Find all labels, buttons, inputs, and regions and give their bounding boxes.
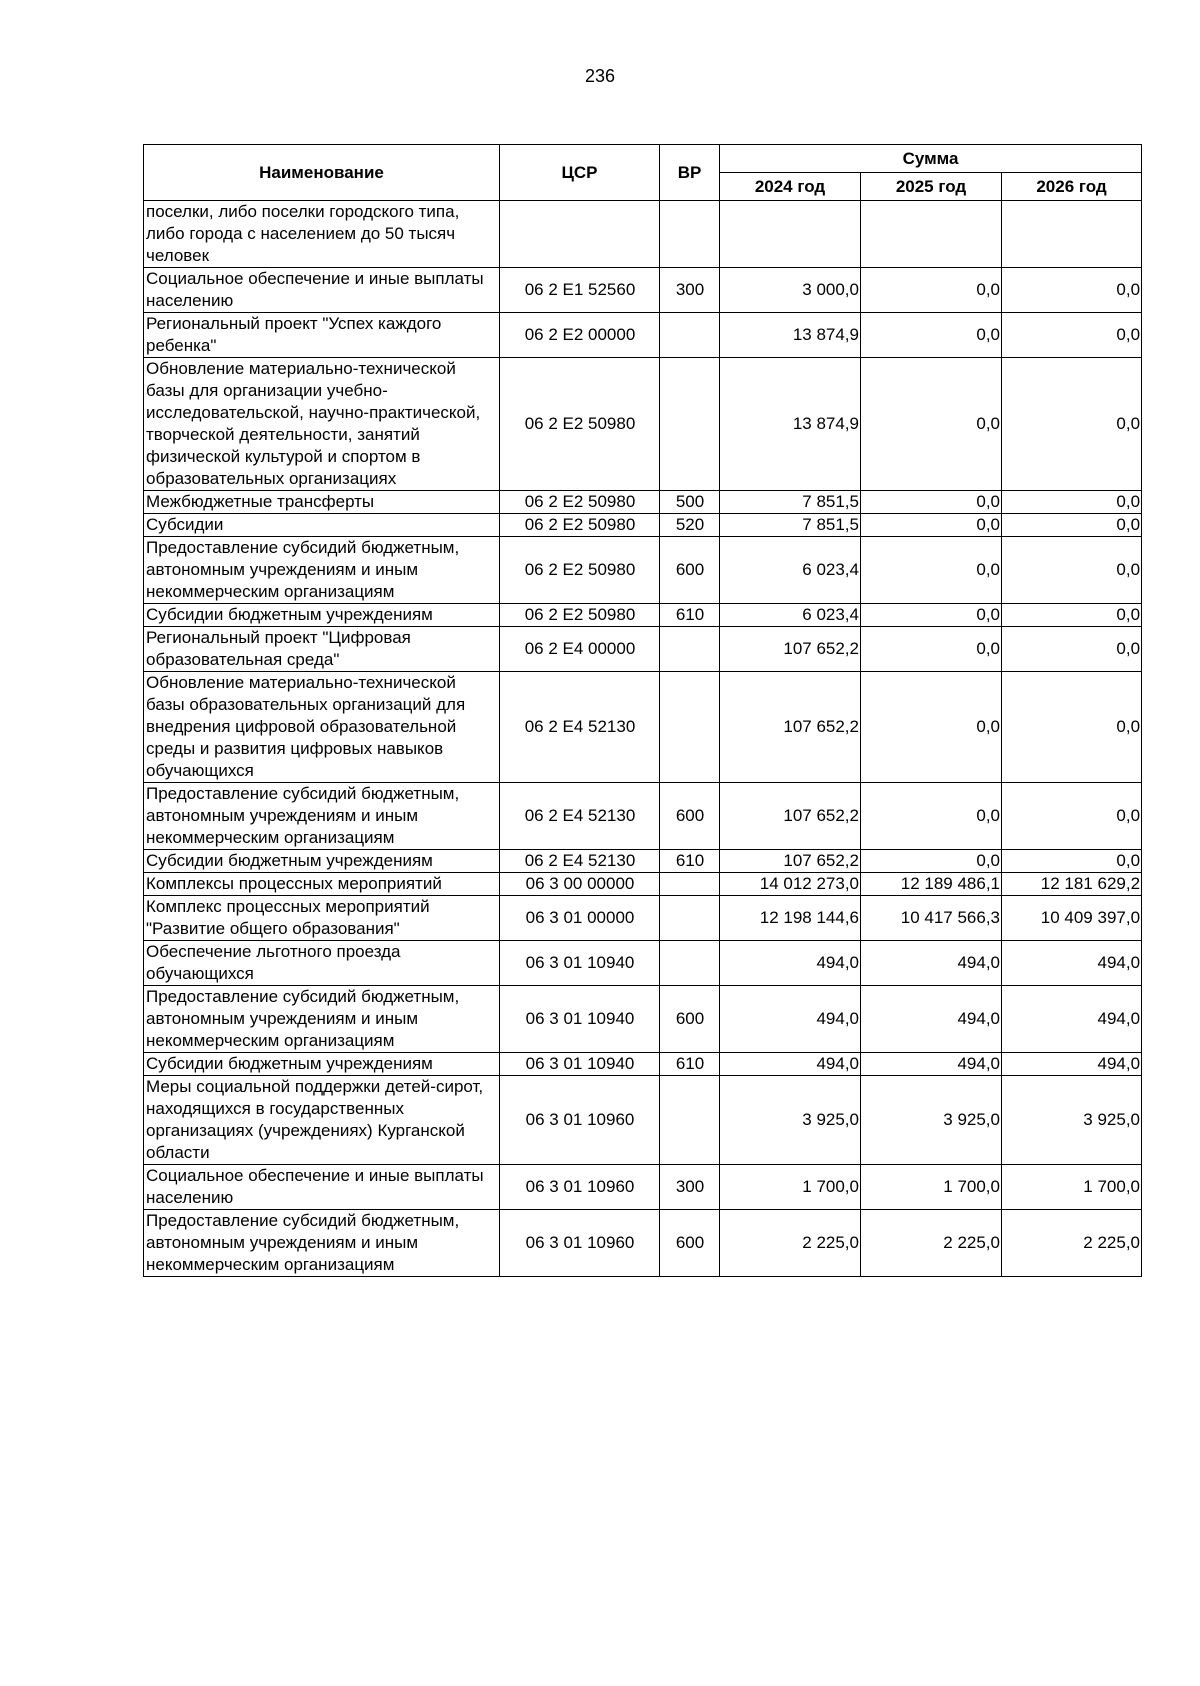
row-vr-cell: 600	[660, 986, 720, 1053]
row-2025-cell: 0,0	[861, 268, 1002, 313]
table-row	[144, 627, 1142, 672]
row-2024-cell: 494,0	[720, 941, 861, 986]
table-row	[144, 1053, 1142, 1076]
row-vr-cell: 600	[660, 1210, 720, 1277]
row-2026-cell: 3 925,0	[1002, 1076, 1142, 1165]
row-2025-cell: 494,0	[861, 986, 1002, 1053]
row-csr-cell: 06 3 01 10960	[500, 1210, 660, 1277]
header-year-2026: 2026 год	[1002, 173, 1142, 201]
row-2024-cell: 107 652,2	[720, 627, 861, 672]
table-row	[144, 313, 1142, 358]
row-csr-cell: 06 2 E4 52130	[500, 672, 660, 783]
row-2025-cell: 494,0	[861, 1053, 1002, 1076]
row-2024-cell: 2 225,0	[720, 1210, 861, 1277]
table-row	[144, 986, 1142, 1053]
row-name-cell: Предоставление субсидий бюджетным, автономным учреждениям и иным некоммерческим организациям	[144, 783, 500, 850]
row-vr-cell: 610	[660, 604, 720, 627]
row-2024-cell: 107 652,2	[720, 672, 861, 783]
row-2024-cell: 107 652,2	[720, 783, 861, 850]
header-year-2025: 2025 год	[861, 173, 1002, 201]
row-2026-cell	[1002, 201, 1142, 268]
row-name-cell: Предоставление субсидий бюджетным, автономным учреждениям и иным некоммерческим организациям	[144, 537, 500, 604]
row-2025-cell: 2 225,0	[861, 1210, 1002, 1277]
row-2026-cell: 494,0	[1002, 986, 1142, 1053]
row-2024-cell: 494,0	[720, 1053, 861, 1076]
row-name-cell: Региональный проект "Цифровая образовательная среда"	[144, 627, 500, 672]
row-csr-cell: 06 3 01 10940	[500, 986, 660, 1053]
row-name-cell: Субсидии бюджетным учреждениям	[144, 1053, 500, 1076]
row-csr-cell: 06 2 E2 50980	[500, 491, 660, 514]
row-2026-cell: 0,0	[1002, 604, 1142, 627]
row-name-cell: Региональный проект "Успех каждого ребенка"	[144, 313, 500, 358]
row-2025-cell	[861, 201, 1002, 268]
row-csr-cell: 06 3 01 10940	[500, 941, 660, 986]
row-2025-cell: 12 189 486,1	[861, 873, 1002, 896]
row-name-cell: Субсидии бюджетным учреждениям	[144, 604, 500, 627]
header-vr: ВР	[660, 145, 720, 201]
row-vr-cell: 300	[660, 1165, 720, 1210]
table-row	[144, 491, 1142, 514]
row-2025-cell: 1 700,0	[861, 1165, 1002, 1210]
row-csr-cell: 06 2 E1 52560	[500, 268, 660, 313]
row-vr-cell: 600	[660, 537, 720, 604]
row-csr-cell: 06 2 E4 52130	[500, 783, 660, 850]
row-2025-cell: 3 925,0	[861, 1076, 1002, 1165]
row-2024-cell: 7 851,5	[720, 491, 861, 514]
row-name-cell: Предоставление субсидий бюджетным, автономным учреждениям и иным некоммерческим организациям	[144, 1210, 500, 1277]
row-2026-cell: 0,0	[1002, 491, 1142, 514]
row-2026-cell: 0,0	[1002, 627, 1142, 672]
header-name: Наименование	[144, 145, 500, 201]
row-name-cell: Меры социальной поддержки детей-сирот, находящихся в государственных организациях (учреждениях) Курганской области	[144, 1076, 500, 1165]
row-2026-cell: 0,0	[1002, 514, 1142, 537]
row-name-cell: Обновление материально-технической базы образовательных организаций для внедрения цифровой образовательной среды и развития цифровых навыков обучающихся	[144, 672, 500, 783]
table-row	[144, 1210, 1142, 1277]
row-vr-cell	[660, 627, 720, 672]
row-csr-cell: 06 2 E2 50980	[500, 358, 660, 491]
row-vr-cell	[660, 201, 720, 268]
row-2026-cell: 0,0	[1002, 672, 1142, 783]
row-csr-cell: 06 2 E4 00000	[500, 627, 660, 672]
row-2026-cell: 0,0	[1002, 358, 1142, 491]
row-csr-cell: 06 3 01 10960	[500, 1165, 660, 1210]
row-2024-cell: 13 874,9	[720, 358, 861, 491]
row-2026-cell: 494,0	[1002, 941, 1142, 986]
row-csr-cell: 06 2 E2 50980	[500, 514, 660, 537]
row-2026-cell: 10 409 397,0	[1002, 896, 1142, 941]
row-vr-cell	[660, 358, 720, 491]
table-header	[144, 145, 1142, 201]
row-2024-cell: 6 023,4	[720, 537, 861, 604]
table-row	[144, 850, 1142, 873]
row-name-cell: Социальное обеспечение и иные выплаты населению	[144, 1165, 500, 1210]
row-name-cell: Обеспечение льготного проезда обучающихся	[144, 941, 500, 986]
row-2024-cell: 107 652,2	[720, 850, 861, 873]
row-2025-cell: 0,0	[861, 358, 1002, 491]
row-2026-cell: 0,0	[1002, 268, 1142, 313]
row-2025-cell: 0,0	[861, 537, 1002, 604]
row-2025-cell: 0,0	[861, 491, 1002, 514]
row-2024-cell: 14 012 273,0	[720, 873, 861, 896]
row-2025-cell: 494,0	[861, 941, 1002, 986]
row-2026-cell: 0,0	[1002, 537, 1142, 604]
row-vr-cell: 500	[660, 491, 720, 514]
row-2024-cell: 494,0	[720, 986, 861, 1053]
header-sum: Сумма	[720, 145, 1142, 173]
table-row	[144, 358, 1142, 491]
table-body	[144, 201, 1142, 1277]
row-2024-cell: 1 700,0	[720, 1165, 861, 1210]
row-csr-cell: 06 2 E2 50980	[500, 537, 660, 604]
row-name-cell: Социальное обеспечение и иные выплаты населению	[144, 268, 500, 313]
row-2024-cell: 3 000,0	[720, 268, 861, 313]
header-csr: ЦСР	[500, 145, 660, 201]
row-2024-cell: 13 874,9	[720, 313, 861, 358]
table-row	[144, 537, 1142, 604]
page-number: 236	[584, 66, 616, 86]
row-csr-cell: 06 3 01 00000	[500, 896, 660, 941]
row-2026-cell: 2 225,0	[1002, 1210, 1142, 1277]
row-name-cell: Обновление материально-технической базы для организации учебно-исследовательской, научно-практической, творческой деятельности, занятий физической культурой и спортом в образовательных организациях	[144, 358, 500, 491]
row-vr-cell	[660, 1076, 720, 1165]
table-row	[144, 1165, 1142, 1210]
row-2024-cell: 3 925,0	[720, 1076, 861, 1165]
row-2025-cell: 10 417 566,3	[861, 896, 1002, 941]
row-2025-cell: 0,0	[861, 627, 1002, 672]
row-name-cell: Предоставление субсидий бюджетным, автономным учреждениям и иным некоммерческим организациям	[144, 986, 500, 1053]
row-2026-cell: 494,0	[1002, 1053, 1142, 1076]
row-2024-cell	[720, 201, 861, 268]
table-row	[144, 896, 1142, 941]
table-row	[144, 941, 1142, 986]
budget-table	[143, 144, 1142, 1277]
table-row	[144, 783, 1142, 850]
row-2024-cell: 7 851,5	[720, 514, 861, 537]
table-row	[144, 268, 1142, 313]
row-vr-cell: 520	[660, 514, 720, 537]
row-vr-cell: 300	[660, 268, 720, 313]
table-row	[144, 672, 1142, 783]
row-2026-cell: 1 700,0	[1002, 1165, 1142, 1210]
row-2025-cell: 0,0	[861, 672, 1002, 783]
row-name-cell: Субсидии	[144, 514, 500, 537]
row-csr-cell	[500, 201, 660, 268]
row-vr-cell	[660, 896, 720, 941]
row-csr-cell: 06 3 01 10960	[500, 1076, 660, 1165]
row-vr-cell: 610	[660, 1053, 720, 1076]
row-csr-cell: 06 3 00 00000	[500, 873, 660, 896]
row-name-cell: Межбюджетные трансферты	[144, 491, 500, 514]
table-row	[144, 604, 1142, 627]
row-2026-cell: 0,0	[1002, 313, 1142, 358]
row-2024-cell: 12 198 144,6	[720, 896, 861, 941]
table-row	[144, 873, 1142, 896]
row-vr-cell: 600	[660, 783, 720, 850]
row-2026-cell: 0,0	[1002, 783, 1142, 850]
row-vr-cell	[660, 313, 720, 358]
table-row	[144, 514, 1142, 537]
row-vr-cell	[660, 873, 720, 896]
row-vr-cell: 610	[660, 850, 720, 873]
row-2025-cell: 0,0	[861, 514, 1002, 537]
table-row	[144, 201, 1142, 268]
row-2026-cell: 12 181 629,2	[1002, 873, 1142, 896]
row-2025-cell: 0,0	[861, 850, 1002, 873]
row-2025-cell: 0,0	[861, 783, 1002, 850]
row-csr-cell: 06 2 E4 52130	[500, 850, 660, 873]
row-vr-cell	[660, 672, 720, 783]
header-year-2024: 2024 год	[720, 173, 861, 201]
row-csr-cell: 06 2 E2 00000	[500, 313, 660, 358]
table-row	[144, 1076, 1142, 1165]
row-2024-cell: 6 023,4	[720, 604, 861, 627]
row-name-cell: Субсидии бюджетным учреждениям	[144, 850, 500, 873]
row-vr-cell	[660, 941, 720, 986]
row-csr-cell: 06 2 E2 50980	[500, 604, 660, 627]
row-name-cell: Комплекс процессных мероприятий "Развитие общего образования"	[144, 896, 500, 941]
row-name-cell: Комплексы процессных мероприятий	[144, 873, 500, 896]
row-2025-cell: 0,0	[861, 604, 1002, 627]
row-2026-cell: 0,0	[1002, 850, 1142, 873]
row-name-cell: поселки, либо поселки городского типа, либо города с населением до 50 тысяч человек	[144, 201, 500, 268]
row-csr-cell: 06 3 01 10940	[500, 1053, 660, 1076]
row-2025-cell: 0,0	[861, 313, 1002, 358]
